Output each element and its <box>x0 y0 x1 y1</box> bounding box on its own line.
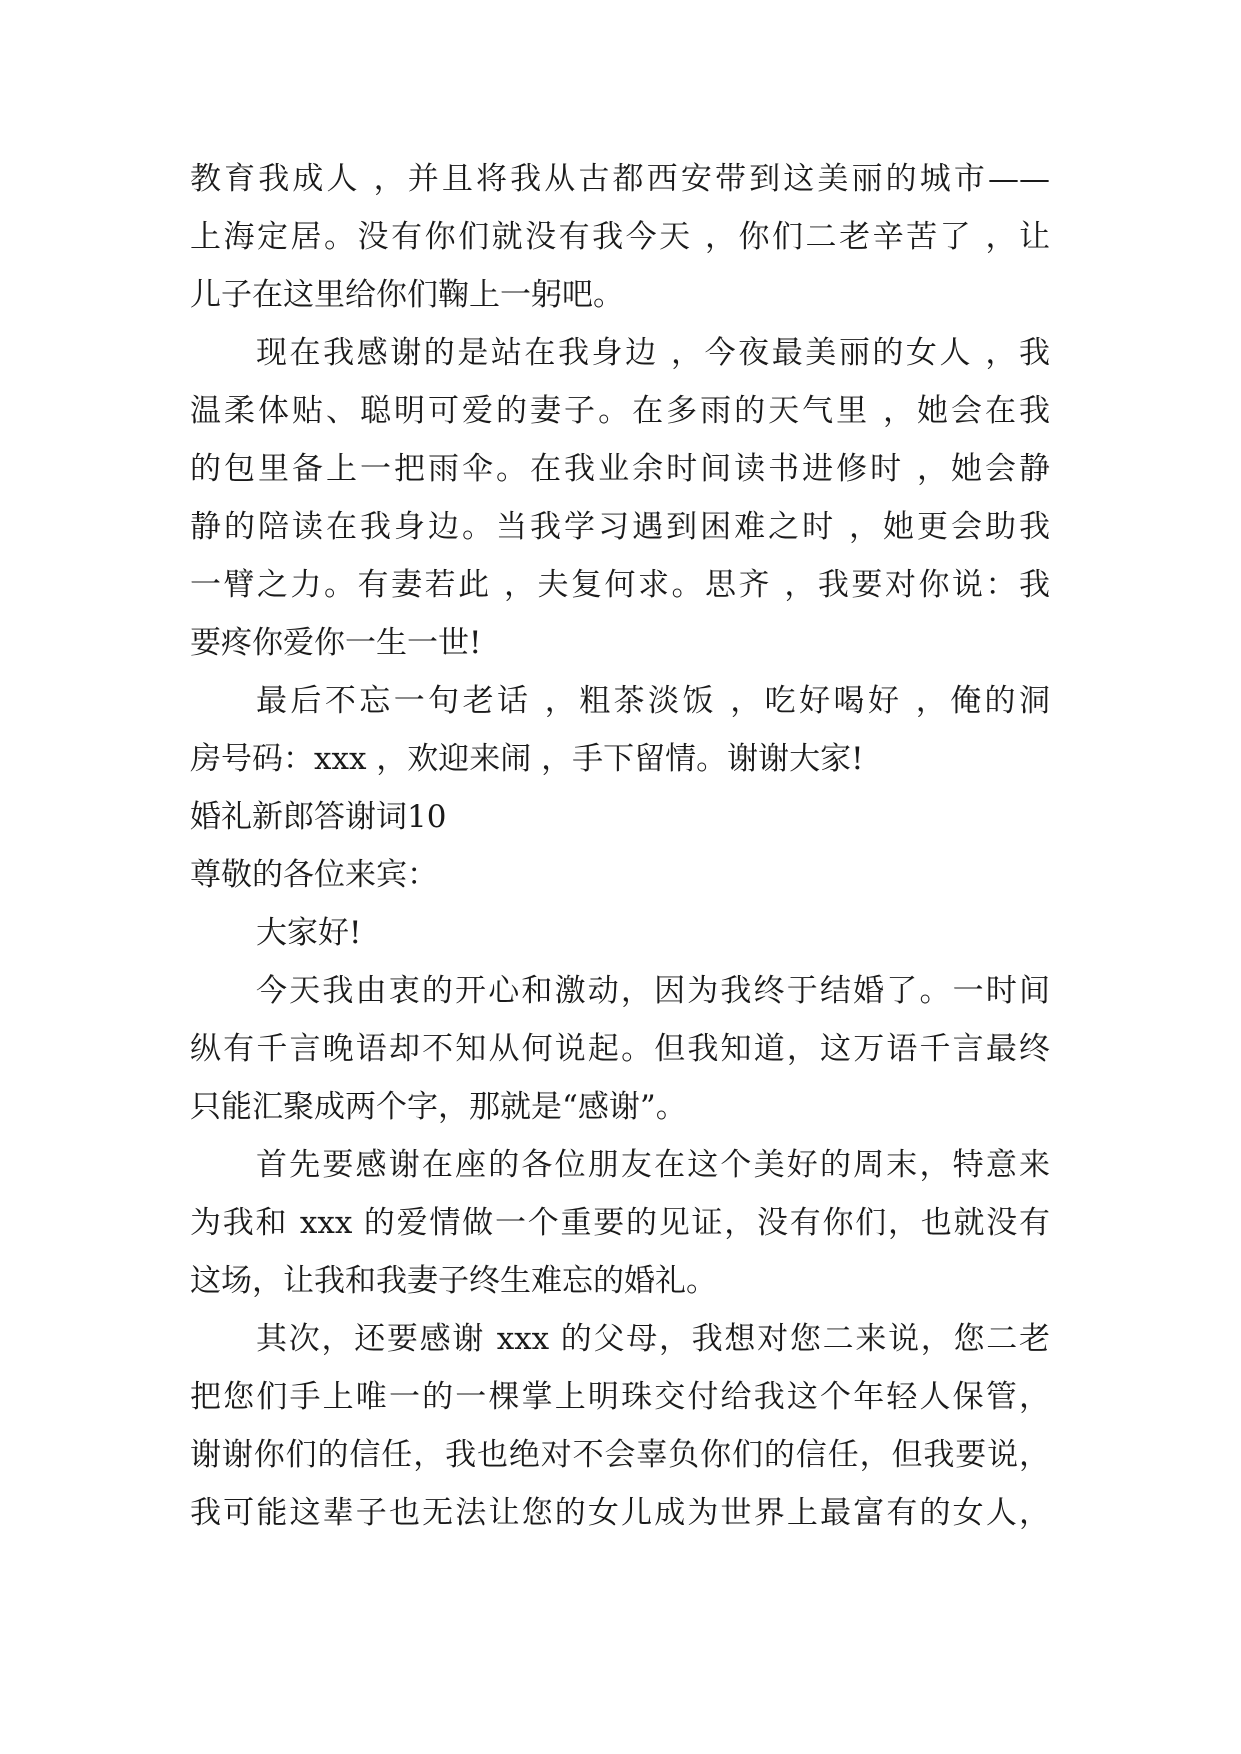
text-line: 婚礼新郎答谢词10 <box>190 799 447 835</box>
text-line: 谢谢你们的信任，我也绝对不会辜负你们的信任，但我要说， <box>190 1437 1050 1473</box>
text-line: 静的陪读在我身边。当我学习遇到困难之时 ，她更会助我 <box>190 509 1050 545</box>
document-page <box>190 150 1050 1542</box>
text-line: 我可能这辈子也无法让您的女儿成为世界上最富有的女人， <box>190 1495 1050 1531</box>
text-line: 现在我感谢的是站在我身边 ，今夜最美丽的女人 ，我 <box>256 335 1050 371</box>
text-line: 的包里备上一把雨伞。在我业余时间读书进修时 ，她会静 <box>190 451 1050 487</box>
text-line: 要疼你爱你一生一世! <box>190 625 482 661</box>
text-line: 纵有千言晚语却不知从何说起。但我知道，这万语千言最终 <box>190 1031 1050 1067</box>
text-line: 教育我成人 ，并且将我从古都西安带到这美丽的城市—— <box>190 161 1050 197</box>
text-line: 房号码：xxx ，欢迎来闹 ，手下留情。谢谢大家! <box>190 741 864 777</box>
text-line: 这场，让我和我妻子终生难忘的婚礼。 <box>190 1263 717 1299</box>
text-line: 温柔体贴、聪明可爱的妻子。在多雨的天气里 ，她会在我 <box>190 393 1050 429</box>
text-line: 首先要感谢在座的各位朋友在这个美好的周末，特意来 <box>256 1147 1050 1183</box>
text-line: 只能汇聚成两个字，那就是“感谢”。 <box>190 1089 687 1125</box>
text-line: 上海定居。没有你们就没有我今天 ，你们二老辛苦了 ，让 <box>190 219 1050 255</box>
text-line: 今天我由衷的开心和激动，因为我终于结婚了。一时间 <box>256 973 1050 1009</box>
text-line: 尊敬的各位来宾： <box>190 857 438 893</box>
text-line: 其次，还要感谢 xxx 的父母，我想对您二来说，您二老 <box>256 1321 1050 1357</box>
text-line: 大家好! <box>256 915 362 951</box>
text-line: 一臂之力。有妻若此 ，夫复何求。思齐 ，我要对你说：我 <box>190 567 1050 603</box>
text-line: 为我和 xxx 的爱情做一个重要的见证，没有你们，也就没有 <box>190 1205 1050 1241</box>
text-line: 儿子在这里给你们鞠上一躬吧。 <box>190 277 624 313</box>
text-line: 最后不忘一句老话 ，粗茶淡饭 ，吃好喝好 ，俺的洞 <box>256 683 1050 719</box>
text-line: 把您们手上唯一的一棵掌上明珠交付给我这个年轻人保管， <box>190 1379 1050 1415</box>
